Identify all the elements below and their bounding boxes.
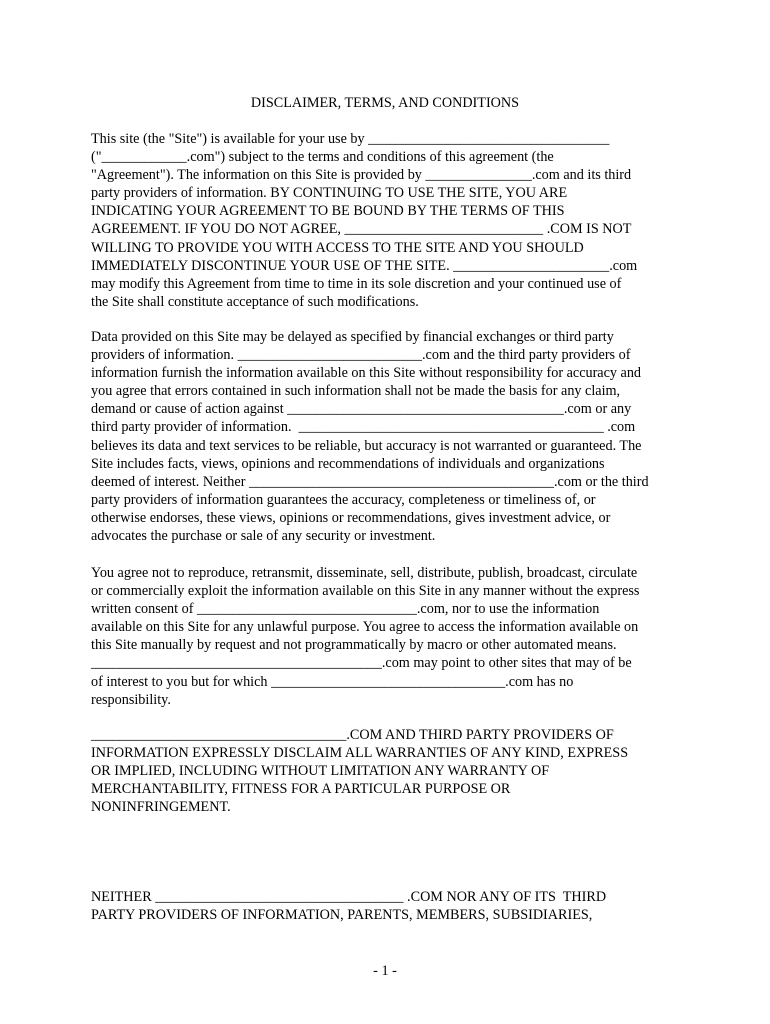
text-line: this Site manually by request and not programmatically by macro or other automated means. [91, 637, 617, 654]
text-line: OR IMPLIED, INCLUDING WITHOUT LIMITATION ANY WARRANTY OF [91, 763, 550, 780]
page-number: - 1 - [373, 963, 397, 979]
text-line: you agree that errors contained in such information shall not be made the basis for any claim, [91, 383, 621, 400]
paragraph-data-delay [91, 328, 649, 545]
text-line: providers of information. __________________________.com and the third party providers of [91, 347, 631, 364]
text-line: otherwise endorses, these views, opinions or recommendations, gives investment advice, or [91, 509, 611, 526]
text-line: believes its data and text services to be reliable, but accuracy is not warranted or guaranteed. The [91, 437, 642, 454]
text-line: This site (the "Site") is available for your use by __________________________________ [91, 131, 610, 147]
text-line: NEITHER ___________________________________ .COM NOR ANY OF ITS THIRD [91, 889, 607, 905]
text-line: the Site shall constitute acceptance of such modifications. [91, 293, 419, 310]
text-line: deemed of interest. Neither ___________________________________________.com or the third [91, 473, 649, 490]
text-line: available on this Site for any unlawful purpose. You agree to access the information available on [91, 619, 639, 636]
text-line: responsibility. [91, 691, 171, 708]
text-line: MERCHANTABILITY, FITNESS FOR A PARTICULAR PURPOSE OR [91, 781, 511, 798]
text-line: PARTY PROVIDERS OF INFORMATION, PARENTS, MEMBERS, SUBSIDIARIES, [91, 907, 593, 924]
text-line: information furnish the information available on this Site without responsibility for accuracy and [91, 365, 642, 382]
text-line: INFORMATION EXPRESSLY DISCLAIM ALL WARRANTIES OF ANY KIND, EXPRESS [91, 745, 629, 762]
text-line: AGREEMENT. IF YOU DO NOT AGREE, ____________________________ .COM IS NOT [91, 221, 632, 238]
text-line: party providers of information. BY CONTINUING TO USE THE SITE, YOU ARE [91, 185, 568, 202]
text-line: You agree not to reproduce, retransmit, disseminate, sell, distribute, publish, broadcast, circulate [91, 565, 638, 581]
text-line: advocates the purchase or sale of any security or investment. [91, 528, 436, 545]
text-line: Data provided on this Site may be delayed as specified by financial exchanges or third party [91, 329, 614, 345]
text-line: WILLING TO PROVIDE YOU WITH ACCESS TO THE SITE AND YOU SHOULD [91, 239, 584, 256]
text-line: ("____________.com") subject to the terms and conditions of this agreement (the [91, 149, 554, 166]
text-line: may modify this Agreement from time to time in its sole discretion and your continued use of [91, 275, 622, 292]
text-line: third party provider of information. ___________________________________________ .com [91, 419, 636, 436]
text-line: written consent of _______________________________.com, nor to use the information [91, 601, 600, 618]
paragraph-liability [91, 888, 606, 924]
text-line: "Agreement"). The information on this Site is provided by _______________.com and its third [91, 167, 632, 184]
text-line: of interest to you but for which _________________________________.com has no [91, 673, 574, 690]
paragraph-site-availability [91, 130, 637, 311]
paragraph-reproduction [91, 564, 639, 709]
text-line: _________________________________________.com may point to other sites that may of be [91, 655, 632, 672]
text-line: or commercially exploit the information available on this Site in any manner without the express [91, 583, 640, 600]
text-line: party providers of information guarantees the accuracy, completeness or timeliness of, or [91, 491, 596, 508]
text-line: demand or cause of action against _______________________________________.com or any [91, 401, 632, 418]
paragraph-warranty-disclaimer [91, 726, 628, 816]
text-line: INDICATING YOUR AGREEMENT TO BE BOUND BY THE TERMS OF THIS [91, 203, 565, 220]
text-line: Site includes facts, views, opinions and recommendations of individuals and organizations [91, 455, 605, 472]
document-title: DISCLAIMER, TERMS, AND CONDITIONS [250, 95, 520, 111]
text-line: NONINFRINGEMENT. [91, 799, 231, 816]
text-line: IMMEDIATELY DISCONTINUE YOUR USE OF THE SITE. ______________________.com [91, 257, 638, 274]
text-line: ____________________________________.COM AND THIRD PARTY PROVIDERS OF [91, 727, 614, 743]
